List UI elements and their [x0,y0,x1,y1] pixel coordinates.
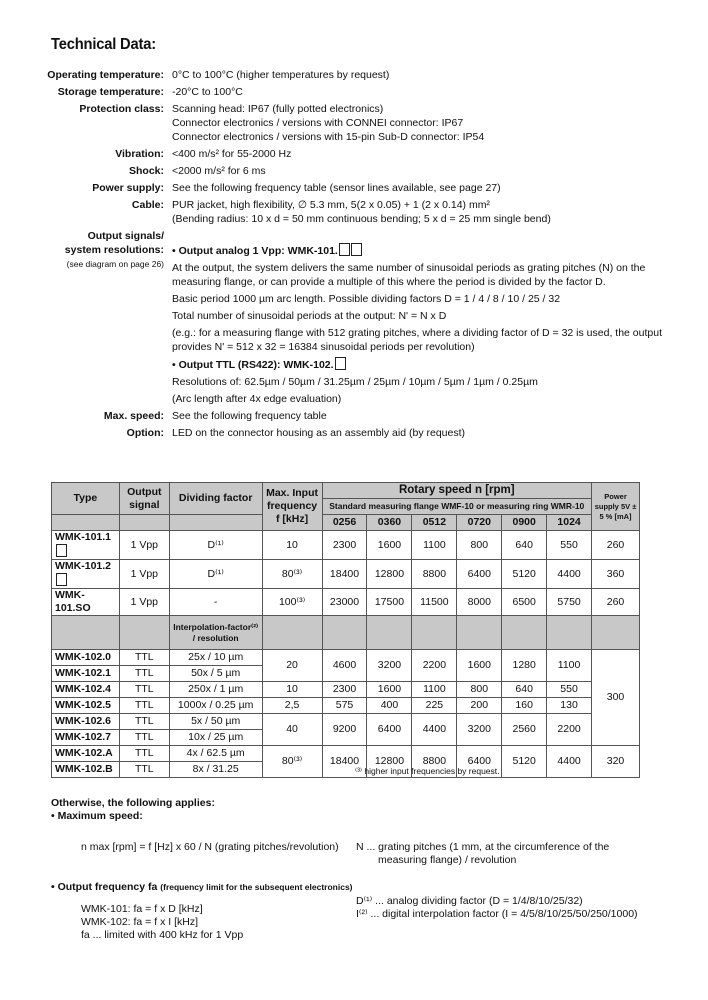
spec-line: Scanning head: IP67 (fully potted electronics) [172,103,384,115]
table-header-row [52,515,640,531]
interp-cell: 25x / 10 µm [169,650,262,666]
power-cell: 260 [592,589,640,616]
freq-cell: 80⁽³⁾ [262,746,322,778]
spec-operating-temperature [40,68,680,82]
header-col: 0900 [502,515,547,531]
speed-cell: 2300 [322,531,367,560]
freq-cell: 10 [262,682,322,698]
spec-label: Protection class: [79,103,164,115]
speed-cell: 130 [547,698,592,714]
header-col: 1024 [547,515,592,531]
spec-value [172,198,680,226]
blank-cell [322,616,367,650]
interp-cell: 4x / 62.5 µm [169,746,262,762]
type-cell: WMK-102.7 [52,730,120,746]
speed-cell: 6500 [502,589,547,616]
spec-shock [40,164,680,178]
speed-cell: 200 [457,698,502,714]
speed-cell: 2200 [412,650,457,682]
speed-cell: 1600 [457,650,502,682]
blank-cell [457,616,502,650]
speed-cell: 160 [502,698,547,714]
speed-cell: 8000 [457,589,502,616]
speed-cell: 800 [457,531,502,560]
spec-storage-temperature [40,85,680,99]
spec-label: Max. speed: [103,410,164,422]
placeholder-box-icon [56,544,67,557]
speed-cell: 12800 [367,560,412,589]
speed-cell: 5750 [547,589,592,616]
freq-cell: 20 [262,650,322,682]
spec-list [40,68,680,443]
speed-cell: 3200 [367,650,412,682]
spec-label [40,229,172,406]
type-cell: WMK-102.5 [52,698,120,714]
speed-cell: 2300 [322,682,367,698]
spec-line: Connector electronics / versions with 15-pin Sub-D connector: IP54 [172,131,485,143]
signal-cell: 1 Vpp [119,589,169,616]
spec-line: (Bending radius: 10 x d = 50 mm continuous bending; 5 x d = 25 mm single bend) [172,213,551,225]
signal-cell: TTL [119,762,169,778]
blank-cell [119,616,169,650]
speed-cell: 23000 [322,589,367,616]
spec-label: Operating temperature: [47,69,164,81]
max-speed-heading: • Maximum speed: [51,810,143,822]
otherwise-heading: Otherwise, the following applies: [51,797,215,809]
signal-cell: TTL [119,746,169,762]
spec-max-speed [40,409,680,423]
speed-cell: 550 [547,531,592,560]
table-header-row [52,483,640,499]
speed-cell: 3200 [457,714,502,746]
placeholder-box-icon [335,357,346,370]
spec-protection-class [40,102,680,144]
header-col: 0256 [322,515,367,531]
speed-cell: 5120 [502,746,547,778]
spec-power-supply [40,181,680,195]
signal-cell: 1 Vpp [119,531,169,560]
analog-heading: • Output analog 1 Vpp: WMK-101. [172,243,680,258]
spec-label-note: (see diagram on page 26) [66,259,164,269]
signal-cell: TTL [119,682,169,698]
ttl-heading: • Output TTL (RS422): WMK-102. [172,357,680,372]
fa-formulas [81,903,243,942]
placeholder-box-icon [351,243,362,256]
n-definition [356,841,609,867]
speed-cell: 18400 [322,560,367,589]
analog-text: (e.g.: for a measuring flange with 512 grating pitches, where a dividing factor of D = 32 is used, the output provides N' = 512 x 32 = 16384 sinusoidal periods per revolution) [172,327,662,353]
table-row [52,589,640,616]
spec-label-line: Output signals/ [87,230,164,242]
speed-cell: 225 [412,698,457,714]
spec-label: Vibration: [115,148,164,160]
interp-cell: 50x / 5 µm [169,666,262,682]
fa-line: WMK-102: fa = f x I [kHz] [81,916,198,928]
spec-cable [40,198,680,226]
freq-cell: 10 [262,531,322,560]
dividing-cell: D⁽¹⁾ [169,560,262,589]
signal-cell: TTL [119,714,169,730]
header-type: Type [52,483,120,515]
speed-cell: 5120 [502,560,547,589]
blank-cell [52,616,120,650]
speed-cell: 4400 [412,714,457,746]
header-rotary-sub: Standard measuring flange WMF-10 or measuring ring WMR-10 [322,499,591,515]
blank-cell [367,616,412,650]
power-cell: 360 [592,560,640,589]
analog-text: Total number of sinusoidal periods at the output: N' = N x D [172,310,447,322]
interp-cell: 10x / 25 µm [169,730,262,746]
header-blank [119,515,169,531]
table-row [52,682,640,698]
frequency-table [51,482,640,778]
interp-cell: 8x / 31.25 [169,762,262,778]
signal-cell: TTL [119,698,169,714]
blank-cell [502,616,547,650]
header-col: 0360 [367,515,412,531]
power-cell: 320 [592,746,640,778]
speed-cell: 1280 [502,650,547,682]
spec-label: Cable: [131,199,164,211]
speed-cell: 640 [502,531,547,560]
header-blank [52,515,120,531]
signal-cell: TTL [119,730,169,746]
blank-cell [262,616,322,650]
dividing-cell: D⁽¹⁾ [169,531,262,560]
header-dividing-factor: Dividing factor [169,483,262,515]
speed-cell: 1600 [367,531,412,560]
spec-value: LED on the connector housing as an assembly aid (by request) [172,427,466,439]
speed-cell: 1600 [367,682,412,698]
speed-cell: 4400 [547,560,592,589]
spec-label: Storage temperature: [57,86,164,98]
speed-formula: n max [rpm] = f [Hz] x 60 / N (grating pitches/revolution) [81,841,339,853]
speed-cell: 640 [502,682,547,698]
type-cell: WMK-101.SO [52,589,120,616]
page-title: Technical Data: [51,36,156,53]
spec-value: See the following frequency table (sensor lines available, see page 27) [172,182,501,194]
spec-option [40,426,680,440]
power-cell: 260 [592,531,640,560]
header-col: 0512 [412,515,457,531]
placeholder-box-icon [56,573,67,586]
blank-cell [412,616,457,650]
type-cell: WMK-101.1 [52,531,120,560]
spec-output-signals [40,229,680,406]
spec-value [172,102,680,144]
signal-cell: TTL [119,650,169,666]
spec-label: Shock: [128,165,164,177]
bottom-notes [51,797,671,941]
table-row [52,560,640,589]
type-cell: WMK-101.2 [52,560,120,589]
spec-value: 0°C to 100°C (higher temperatures by request) [172,69,390,81]
speed-cell: 4600 [322,650,367,682]
spec-value [172,229,680,406]
speed-cell: 18400 [322,746,367,778]
factor-definitions [356,895,638,921]
blank-cell [592,616,640,650]
speed-cell: 9200 [322,714,367,746]
header-max-input: Max. Input frequency f [kHz] [262,483,322,531]
spec-value: See the following frequency table [172,410,327,422]
fa-line: WMK-101: fa = f x D [kHz] [81,903,203,915]
power-cell: 300 [592,650,640,746]
spec-value: <400 m/s² for 55-2000 Hz [172,148,292,160]
interp-cell: 250x / 1 µm [169,682,262,698]
speed-cell: 6400 [457,746,502,778]
output-frequency-heading: • Output frequency fa (frequency limit for the subsequent electronics) [51,881,353,893]
table-row [52,714,640,730]
table-row [52,650,640,666]
header-power-supply: Power supply 5V ± 5 % [mA] [592,483,640,531]
spec-label: Option: [126,427,164,439]
analog-text: At the output, the system delivers the same number of sinusoidal periods as grating pitches (N) on the measuring flange, or can provide a multiple of this where the period is divided by the factor D. [172,262,646,288]
signal-cell: TTL [119,666,169,682]
analog-text: Basic period 1000 µm arc length. Possible dividing factors D = 1 / 4 / 8 / 10 / 25 / 32 [172,293,561,305]
type-cell: WMK-102.0 [52,650,120,666]
spec-vibration [40,147,680,161]
table-subheader-row [52,616,640,650]
speed-cell: 6400 [367,714,412,746]
header-rotary-speed: Rotary speed n [rpm] [322,483,591,499]
speed-cell: 8800 [412,560,457,589]
interp-cell: 5x / 50 µm [169,714,262,730]
speed-cell: 575 [322,698,367,714]
freq-cell: 80⁽³⁾ [262,560,322,589]
n-definition-line: measuring flange) / revolution [378,854,517,866]
spec-value: -20°C to 100°C [172,86,243,98]
interp-cell: 1000x / 0.25 µm [169,698,262,714]
spec-value: <2000 m/s² for 6 ms [172,165,266,177]
speed-cell: 2560 [502,714,547,746]
speed-cell: 8800 [412,746,457,778]
signal-cell: 1 Vpp [119,560,169,589]
d-definition: D⁽¹⁾ ... analog dividing factor (D = 1/4/8/10/25/32) [356,895,583,907]
header-interpolation: Interpolation-factor⁽²⁾ / resolution [169,616,262,650]
type-cell: WMK-102.A [52,746,120,762]
type-cell: WMK-102.4 [52,682,120,698]
table-row [52,746,640,762]
speed-cell: 17500 [367,589,412,616]
placeholder-box-icon [339,243,350,256]
table-row [52,531,640,560]
speed-cell: 6400 [457,560,502,589]
spec-label-line: system resolutions: [64,244,164,256]
speed-cell: 11500 [412,589,457,616]
speed-cell: 1100 [547,650,592,682]
speed-cell: 550 [547,682,592,698]
spec-line: Connector electronics / versions with CONNEI connector: IP67 [172,117,464,129]
speed-cell: 800 [457,682,502,698]
i-definition: I⁽²⁾ ... digital interpolation factor (I = 4/5/8/10/25/50/250/1000) [356,908,638,920]
type-cell: WMK-102.6 [52,714,120,730]
spec-line: PUR jacket, high flexibility, ∅ 5.3 mm, 5(2 x 0.05) + 1 (2 x 0.14) mm² [172,199,490,211]
table-footnote: ⁽³⁾ higher input frequencies by request. [355,766,500,776]
freq-cell: 40 [262,714,322,746]
n-definition-line: N ... grating pitches (1 mm, at the circumference of the [356,841,610,853]
ttl-text: Resolutions of: 62.5µm / 50µm / 31.25µm / 25µm / 10µm / 5µm / 1µm / 0.25µm [172,376,538,388]
type-cell: WMK-102.1 [52,666,120,682]
dividing-cell: - [169,589,262,616]
speed-cell: 4400 [547,746,592,778]
speed-cell: 2200 [547,714,592,746]
type-cell: WMK-102.B [52,762,120,778]
freq-cell: 100⁽³⁾ [262,589,322,616]
speed-cell: 12800 [367,746,412,778]
header-output-signal: Output signal [119,483,169,515]
header-col: 0720 [457,515,502,531]
table-row [52,698,640,714]
freq-cell: 2,5 [262,698,322,714]
fa-line: fa ... limited with 400 kHz for 1 Vpp [81,929,244,941]
ttl-text: (Arc length after 4x edge evaluation) [172,393,342,405]
spec-label: Power supply: [92,182,164,194]
speed-cell: 400 [367,698,412,714]
header-blank [169,515,262,531]
speed-cell: 1100 [412,531,457,560]
blank-cell [547,616,592,650]
speed-cell: 1100 [412,682,457,698]
